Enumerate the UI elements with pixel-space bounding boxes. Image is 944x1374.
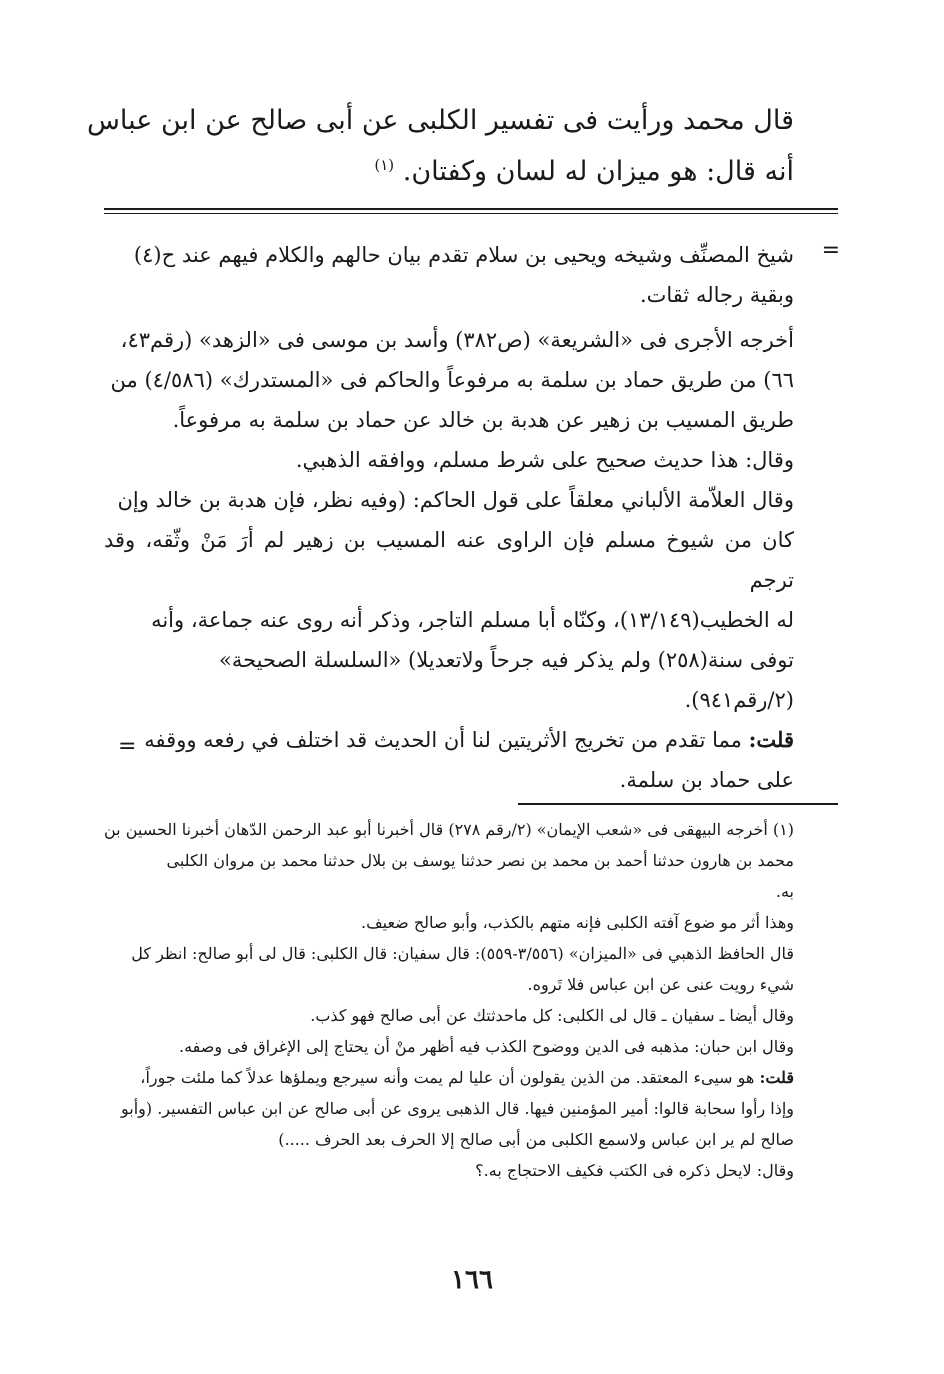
main-text (86, 98, 794, 194)
footnote-divider (518, 803, 838, 805)
commentary-line: مما تقدم من تخريج الأثريتين لنا أن الحديث قد اختلف في رفعه ووقفه (144, 728, 742, 752)
commentary-line: شيخ المصنِّف وشيخه ويحيى بن سلام تقدم بيان حالهم والكلام فيهم عند ح(٤) (133, 243, 794, 267)
commentary-line: له الخطيب(١٣/١٤٩)، وكنّاه أبا مسلم التاجر، وذكر أنه روى عنه جماعة، وأنه (151, 608, 794, 632)
footnote-line: وإذا رأوا سحابة قالوا: أمير المؤمنين فيها. قال الذهبى يروى عن أبى صالح عن ابن عباس التفسير. (وأبو (120, 1099, 794, 1118)
commentary-line: وقال العلاّمة الألباني معلقاً على قول الحاكم: (وفيه نظر، فإن هدبة بن خالد وإن (117, 488, 794, 512)
footnote-line: وقال: لايحل ذكره فى الكتب فكيف الاحتجاج به.؟ (475, 1161, 794, 1180)
commentary-line: كان من شيوخ مسلم فإن الراوى عنه المسيب بن زهير لم أرَ مَنْ وثّقه، وقد ترجم (104, 528, 794, 592)
page-number: ١٦٦ (451, 1265, 493, 1295)
main-text-line-2 (104, 143, 794, 194)
commentary-line: ٦٦) من طريق حماد بن سلمة به مرفوعاً والحاكم فى «المستدرك» (٤/٥٨٦) من (110, 368, 794, 392)
commentary-line: وقال: هذا حديث صحيح على شرط مسلم، ووافقه الذهبي. (295, 448, 794, 472)
footnote-line: وهذا أثر مو ضوع آفته الكلبى فإنه متهم بالكذب، وأبو صالح ضعيف. (360, 913, 794, 932)
footnote-line: قال الحافظ الذهبي فى «الميزان» (٣/٥٥٦-٥٥٩): قال سفيان: قال الكلبى: قال لى أبو صالح: انظر كل (131, 944, 794, 963)
footnote-qult-label: قلت: (759, 1068, 794, 1087)
footnote-line: به. (775, 882, 794, 901)
continuation-marker-bottom: = (118, 734, 137, 759)
continuation-marker-top: = (821, 238, 840, 263)
commentary-line: طريق المسيب بن زهير عن هدبة بن خالد عن حماد بن سلمة به مرفوعاً. (172, 408, 794, 432)
commentary-paragraph (104, 320, 794, 440)
commentary (104, 235, 794, 800)
footnotes (94, 814, 794, 1186)
commentary-paragraph (104, 480, 794, 720)
commentary-line: توفى سنة(٢٥٨) ولم يذكر فيه جرحاً ولاتعديلا) «السلسلة الصحيحة» (218, 648, 794, 672)
footnote-line: (١) أخرجه البيهقى فى «شعب الإيمان» (٢/رقم ٢٧٨) قال أخبرنا أبو عبد الرحمن الدّهان أخبرنا الحسين بن (104, 820, 794, 839)
footnote-line: وقال ابن حبان: مذهبه فى الدين ووضوح الكذب فيه أظهر منْ أن يحتاج إلى الإغراق فى وصفه. (179, 1037, 794, 1056)
commentary-paragraph (104, 235, 794, 315)
footnote-line: محمد بن هارون حدثنا أحمد بن محمد بن نصر حدثنا يوسف بن بلال حدثنا محمد بن مروان الكلبى (166, 851, 794, 870)
footnote-line (94, 1062, 794, 1093)
main-text-line-2-text: أنه قال: هو ميزان له لسان وكفتان. (402, 156, 794, 187)
qult-label: قلت: (748, 727, 794, 752)
commentary-line: (٢/رقم٩٤١). (684, 688, 794, 712)
footnote-line: وقال أيضا ـ سفيان ـ قال لى الكلبى: كل ماحدثتك عن أبى صالح فهو كذب. (310, 1006, 794, 1025)
footnote-line: صالح لم ير ابن عباس ولاسمع الكلبى من أبى صالح إلا الحرف بعد الحرف .....) (278, 1130, 794, 1149)
commentary-paragraph (104, 440, 794, 480)
commentary-line: وبقية رجاله ثقات. (639, 283, 794, 307)
commentary-line: أخرجه الأجرى فى «الشريعة» (ص٣٨٢) وأسد بن موسى فى «الزهد» (رقم٤٣، (120, 328, 794, 352)
footnote-reference: (١) (374, 156, 395, 174)
commentary-paragraph (104, 720, 794, 800)
main-text-line-1: قال محمد ورأيت فى تفسير الكلبى عن أبى صالح عن ابن عباس (86, 105, 794, 136)
section-divider (104, 208, 838, 214)
commentary-line: على حماد بن سلمة. (619, 768, 794, 792)
footnote-line: شيء رويت عنى عن ابن عباس فلا تَروه. (527, 975, 794, 994)
footnote-line-text: هو سيىء المعتقد. من الذين يقولون أن عليا لم يمت وأنه سيرجع ويملؤها عدلاً كما ملئت جوراً، (140, 1068, 755, 1087)
